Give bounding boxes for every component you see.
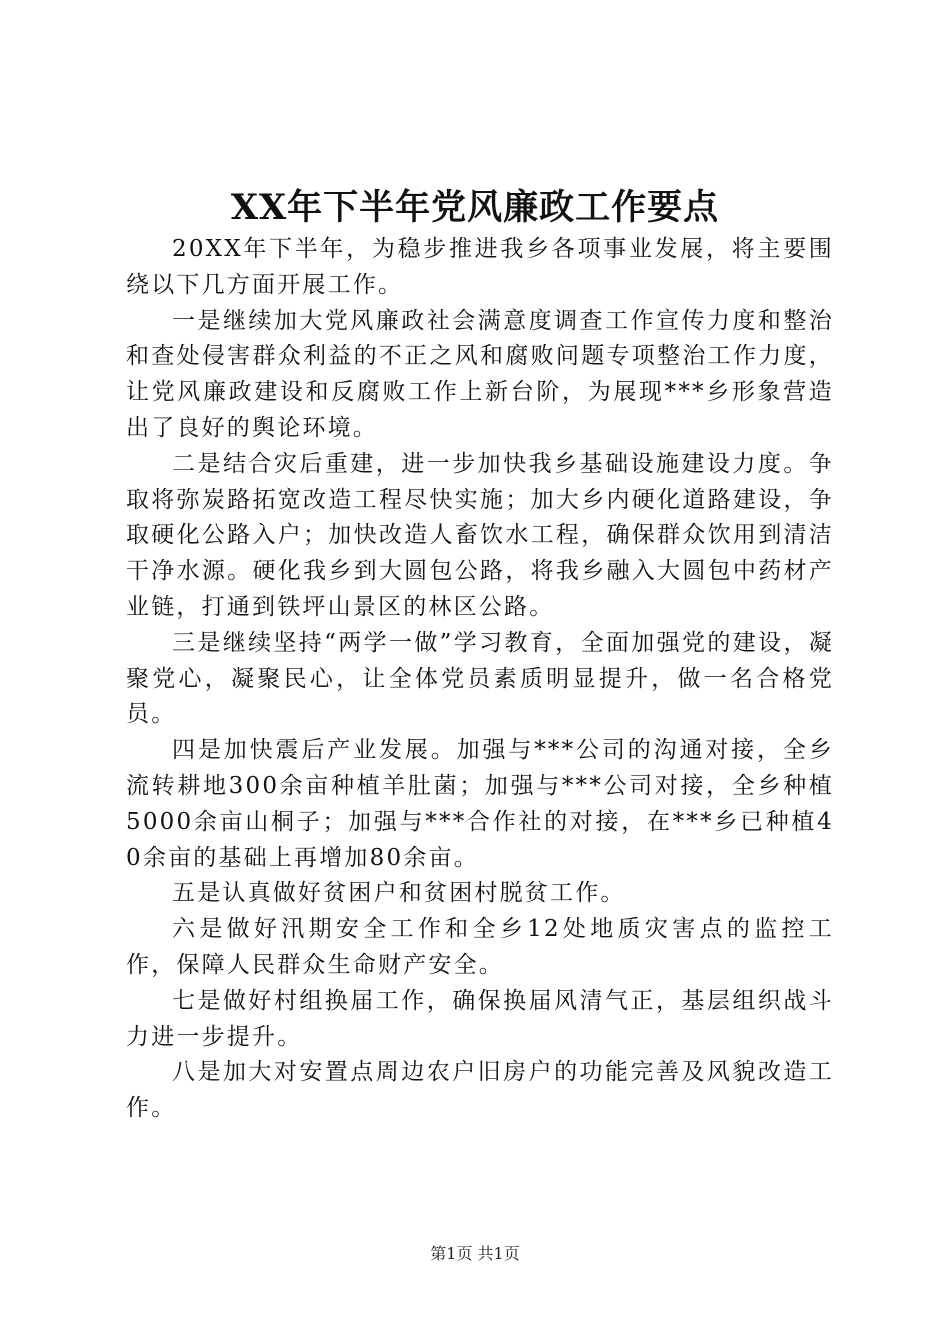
paragraph-item-5: 五是认真做好贫困户和贫困村脱贫工作。: [172, 880, 626, 907]
document-body: [126, 232, 834, 1127]
paragraph-item-2: 二是结合灾后重建，进一步加快我乡基础设施建设力度。争取将弥炭路拓宽改造工程尽快实施；加大乡内硬化道路建设，争取硬化公路入户；加快改造人畜饮水工程，确保群众饮用到清洁干净水源。硬化我乡到大圆包公路，将我乡融入大圆包中药材产业链，打通到铁坪山景区的林区公路。: [126, 450, 834, 620]
paragraph-item-8: 八是加大对安置点周边农户旧房户的功能完善及风貌改造工作。: [126, 1059, 834, 1122]
page-number-footer: 第1页 共1页: [430, 1244, 520, 1263]
paragraph-item-7: 七是做好村组换届工作，确保换届风清气正，基层组织战斗力进一步提升。: [126, 987, 834, 1050]
paragraph-item-6: 六是做好汛期安全工作和全乡12处地质灾害点的监控工作，保障人民群众生命财产安全。: [126, 916, 834, 978]
paragraph-item-1: 一是继续加大党风廉政社会满意度调查工作宣传力度和整治和查处侵害群众利益的不正之风和腐败问题专项整治工作力度，让党风廉政建设和反腐败工作上新台阶，为展现***乡形象营造出了良好的舆论环境。: [126, 307, 834, 441]
paragraph-intro: 20XX年下半年，为稳步推进我乡各项事业发展，将主要围绕以下几方面开展工作。: [126, 236, 834, 298]
document-title: XX年下半年党风廉政工作要点: [230, 187, 720, 228]
paragraph-item-3: 三是继续坚持“两学一做”学习教育，全面加强党的建设，凝聚党心，凝聚民心，让全体党员素质明显提升，做一名合格党员。: [126, 629, 834, 728]
paragraph-item-4: 四是加快震后产业发展。加强与***公司的沟通对接，全乡流转耕地300余亩种植羊肚菌；加强与***公司对接，全乡种植5000余亩山桐子；加强与***合作社的对接，在***乡已种植40余亩的基础上再增加80余亩。: [126, 737, 834, 871]
